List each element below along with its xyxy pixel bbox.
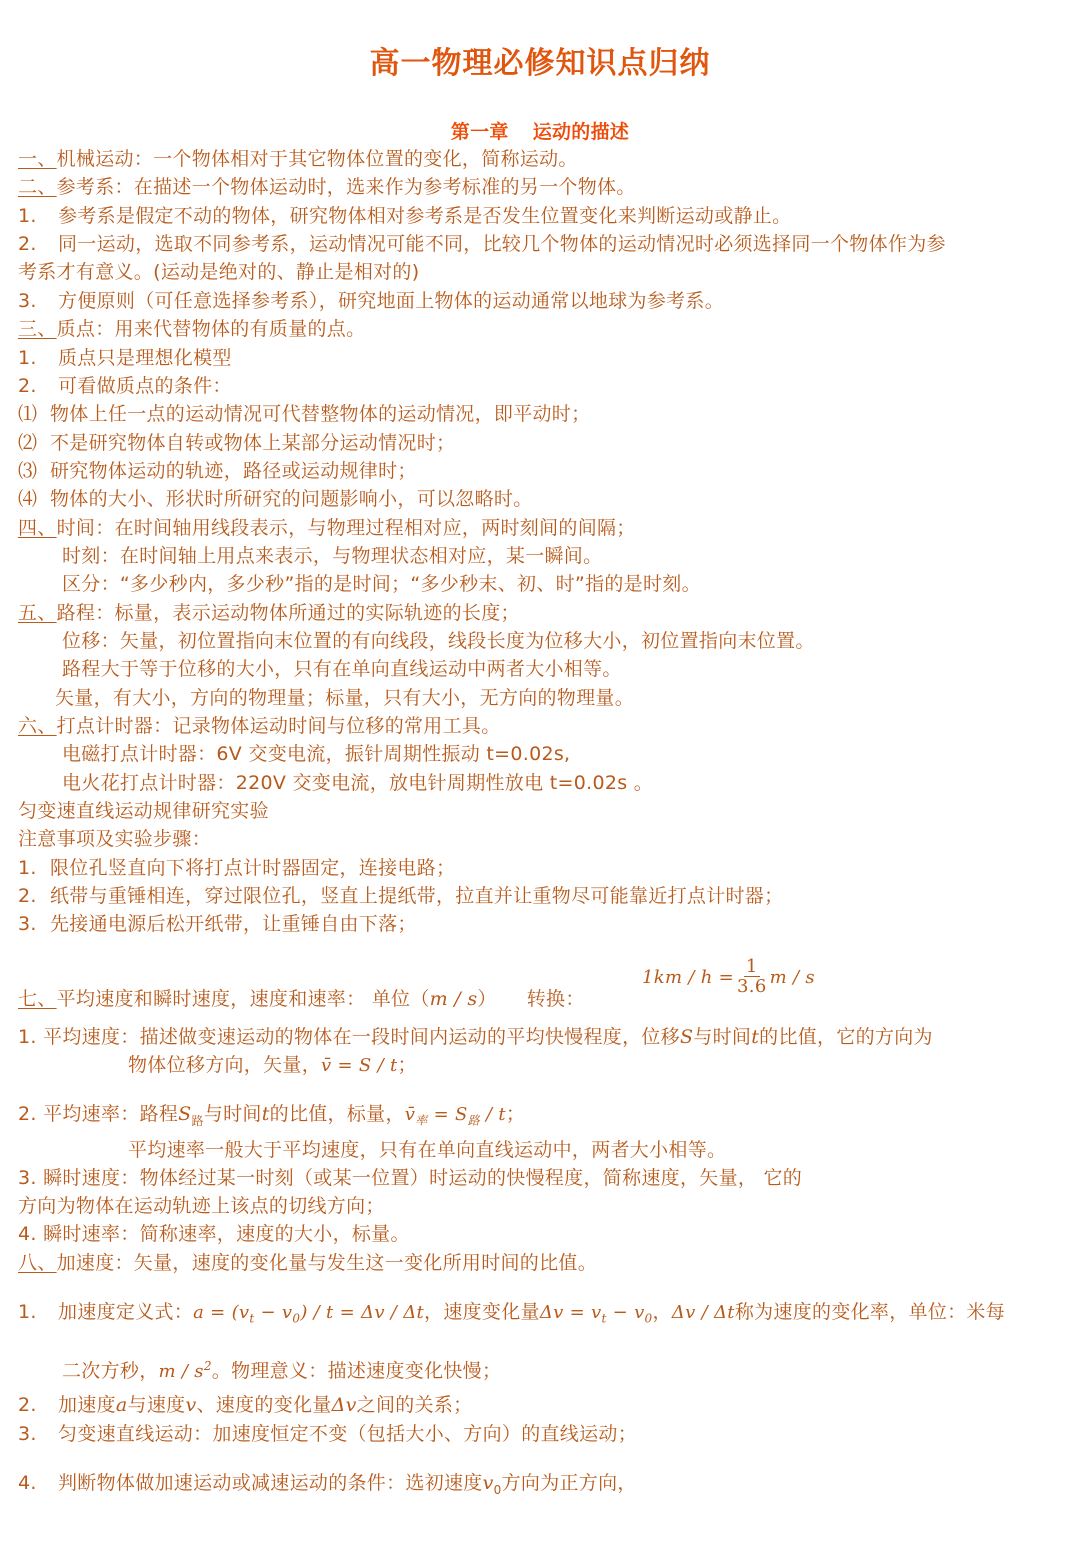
point-text: 研究物体运动的轨迹，路径或运动规律时； xyxy=(50,460,417,482)
experiment-step-3 xyxy=(18,911,1068,937)
section-3-item-2 xyxy=(18,373,1068,399)
formula-part: m / s xyxy=(158,1361,204,1382)
item-text: 判断物体做加速运动或减速运动的条件：选初速度 xyxy=(58,1472,483,1494)
item-text: 。物理意义：描述速度变化快慢； xyxy=(211,1360,502,1382)
item-text: 称为速度的变化率，单位：米每 xyxy=(734,1301,1006,1323)
formula-part: ) / t = Δv / Δt xyxy=(300,1302,425,1323)
section-7-item-4: 4. 瞬时速率：简称速率，速度的大小，标量。 xyxy=(18,1223,410,1245)
item-text: 、速度的变化量 xyxy=(196,1394,332,1416)
section-8-text: 加速度：矢量，速度的变化量与发生这一变化所用时间的比值。 xyxy=(56,1252,598,1274)
average-velocity-formula: v̄ = S / t xyxy=(321,1055,398,1076)
symbol-S: S xyxy=(178,1103,192,1125)
experiment-step-1 xyxy=(18,855,1068,881)
conversion-left: 1km / h = xyxy=(642,967,735,988)
experiment-subtitle: 注意事项及实验步骤： xyxy=(18,828,212,850)
point-number: ⑷ xyxy=(18,488,38,510)
item-text: ； xyxy=(397,1054,417,1076)
step-number: 1. xyxy=(18,857,37,879)
formula-subscript: 路 xyxy=(467,1113,480,1128)
section-2-text: 参考系：在描述一个物体运动时，选来作为参考标准的另一个物体。 xyxy=(56,176,636,198)
section-5-number: 五、 xyxy=(18,602,57,624)
conversion-right: m / s xyxy=(769,967,815,988)
section-5 xyxy=(18,600,1068,626)
formula-part: = S xyxy=(427,1104,468,1125)
formula-part: − v xyxy=(254,1302,293,1323)
section-3-number: 三、 xyxy=(18,318,57,340)
symbol-a: a xyxy=(115,1394,128,1416)
section-1-text: 机械运动：一个物体相对于其它物体位置的变化，简称运动。 xyxy=(56,148,578,170)
formula-subscript: t xyxy=(601,1311,607,1326)
section-8-item-1-continued xyxy=(62,1353,1062,1382)
symbol-v0: v xyxy=(482,1472,494,1494)
step-number: 3. xyxy=(18,913,37,935)
item-number: 3. xyxy=(18,290,37,312)
section-1 xyxy=(18,146,1068,172)
item-text: 的比值，它的方向为 xyxy=(759,1026,933,1048)
subscript-path: 路 xyxy=(191,1113,204,1128)
section-5-text: 路程：标量，表示运动物体所通过的实际轨迹的长度； xyxy=(56,602,520,624)
chapter-number: 第一章 xyxy=(450,121,509,143)
item-text: ， xyxy=(652,1301,672,1323)
formula-part: a = (v xyxy=(193,1302,250,1323)
chapter-heading xyxy=(0,117,1080,144)
section-7-item-2 xyxy=(18,1101,1068,1127)
item-number: 4. xyxy=(18,1472,37,1494)
section-7-number: 七、 xyxy=(18,988,57,1010)
section-5-comparison: 路程大于等于位移的大小，只有在单向直线运动中两者大小相等。 xyxy=(62,658,622,680)
section-1-number: 一、 xyxy=(18,148,57,170)
acceleration-definition-formula xyxy=(193,1302,425,1326)
change-rate-formula: Δv / Δt xyxy=(671,1302,735,1323)
fraction-numerator: 1 xyxy=(745,956,758,977)
point-text: 物体上任一点的运动情况可代替整物体的运动情况，即平动时； xyxy=(50,403,591,425)
item-text: 加速度定义式： xyxy=(58,1301,194,1323)
section-6-number: 六、 xyxy=(18,715,57,737)
section-8-number: 八、 xyxy=(18,1252,57,1274)
section-4-number: 四、 xyxy=(18,517,57,539)
point-number: ⑴ xyxy=(18,403,38,425)
step-text: 先接通电源后松开纸带，让重锤自由下落； xyxy=(50,913,417,935)
section-7-item-1 xyxy=(18,1024,1068,1050)
item-text: 可看做质点的条件： xyxy=(58,375,232,397)
item-text: 方便原则（可任意选择参考系），研究地面上物体的运动通常以地球为参考系。 xyxy=(58,290,725,312)
formula-subscript: 率 xyxy=(415,1113,428,1128)
item-text: 方向为正方向， xyxy=(501,1472,637,1494)
section-8-item-3 xyxy=(18,1421,1068,1447)
formula-subscript: 0 xyxy=(292,1311,301,1326)
step-text: 纸带与重锤相连，穿过限位孔，竖直上提纸带，拉直并让重物尽可能靠近打点计时器； xyxy=(50,885,784,907)
section-7 xyxy=(18,986,1068,1012)
point-number: ⑶ xyxy=(18,460,38,482)
symbol-delta-v: Δv xyxy=(331,1394,357,1416)
item-text: 2. 平均速率：路程 xyxy=(18,1103,179,1125)
symbol-t: t xyxy=(751,1026,760,1048)
section-4-moment: 时刻：在时间轴上用点来表示，与物理状态相对应，某一瞬间。 xyxy=(62,545,603,567)
section-3-point-4 xyxy=(18,486,1068,512)
section-7-item-2-note: 平均速率一般大于平均速度，只有在单向直线运动中，两者大小相等。 xyxy=(128,1139,727,1161)
section-6-spark-timer: 电火花打点计时器：220V 交变电流，放电针周期性放电 t=0.02s 。 xyxy=(62,772,654,794)
formula-part: Δv = v xyxy=(539,1302,602,1323)
document-title: 高一物理必修知识点归纳 xyxy=(369,46,711,81)
experiment-step-2 xyxy=(18,883,1068,909)
item-text: 二次方秒， xyxy=(62,1360,159,1382)
symbol-S: S xyxy=(679,1026,694,1048)
unit-close-paren: ） xyxy=(477,988,497,1010)
section-3-point-2 xyxy=(18,430,1068,456)
item-text: 的比值，标量， xyxy=(269,1103,405,1125)
section-4-distinction: 区分：“多少秒内，多少秒”指的是时间；“多少秒末、初、时”指的是时刻。 xyxy=(62,573,701,595)
conversion-label: 转换： xyxy=(526,988,585,1010)
section-5-displacement: 位移：矢量，初位置指向末位置的有向线段，线段长度为位移大小，初位置指向末位置。 xyxy=(62,630,815,652)
section-7-item-3: 3. 瞬时速度：物体经过某一时刻（或某一位置）时运动的快慢程度，简称速度，矢量， 它的 xyxy=(18,1167,803,1189)
speed-unit: m / s xyxy=(429,988,478,1010)
formula-subscript: t xyxy=(249,1311,255,1326)
item-number: 2. xyxy=(18,1394,37,1416)
section-2-item-2 xyxy=(18,231,1068,257)
item-number: 1. xyxy=(18,205,37,227)
chapter-name: 运动的描述 xyxy=(532,121,630,143)
section-7-item-3-continued: 方向为物体在运动轨迹上该点的切线方向； xyxy=(18,1195,385,1217)
experiment-title: 匀变速直线运动规律研究实验 xyxy=(18,800,269,822)
item-number: 1. xyxy=(18,347,37,369)
formula-subscript: 0 xyxy=(493,1482,502,1497)
section-8-item-4 xyxy=(18,1470,1068,1496)
section-6 xyxy=(18,713,1068,739)
item-number: 1. xyxy=(18,1301,37,1323)
section-5-vector-scalar: 矢量，有大小，方向的物理量；标量，只有大小，无方向的物理量。 xyxy=(55,687,635,709)
section-4 xyxy=(18,515,1068,541)
item-text: 加速度 xyxy=(58,1394,116,1416)
formula-part: v̄ xyxy=(404,1104,416,1125)
item-text: 匀变速直线运动：加速度恒定不变（包括大小、方向）的直线运动； xyxy=(58,1423,638,1445)
point-text: 不是研究物体自转或物体上某部分运动情况时； xyxy=(50,432,456,454)
section-7-text: 平均速度和瞬时速度，速度和速率： 单位（ xyxy=(56,988,430,1010)
fraction-denominator: 3.6 xyxy=(737,976,767,997)
velocity-change-formula xyxy=(539,1302,653,1326)
point-text: 物体的大小、形状时所研究的问题影响小，可以忽略时。 xyxy=(50,488,533,510)
step-text: 限位孔竖直向下将打点计时器固定，连接电路； xyxy=(50,857,456,879)
item-text: 之间的关系； xyxy=(356,1394,473,1416)
item-text: 1. 平均速度：描述做变速运动的物体在一段时间内运动的平均快慢程度，位移 xyxy=(18,1026,680,1048)
formula-superscript: 2 xyxy=(203,1359,212,1373)
section-2-item-3 xyxy=(18,288,1068,314)
formula-subscript: 0 xyxy=(644,1311,653,1326)
section-3 xyxy=(18,316,1068,342)
section-3-text: 质点：用来代替物体的有质量的点。 xyxy=(56,318,366,340)
section-3-point-1 xyxy=(18,401,1068,427)
point-number: ⑵ xyxy=(18,432,38,454)
formula-part: / t xyxy=(479,1104,506,1125)
symbol-v: v xyxy=(185,1394,197,1416)
section-3-point-3 xyxy=(18,458,1068,484)
average-speed-formula xyxy=(404,1104,506,1128)
section-2 xyxy=(18,174,1068,200)
section-2-item-1 xyxy=(18,203,1068,229)
section-2-number: 二、 xyxy=(18,176,57,198)
item-text: ，速度变化量 xyxy=(424,1301,540,1323)
item-text: 与时间 xyxy=(693,1026,752,1048)
item-text: 物体位移方向，矢量， xyxy=(128,1054,322,1076)
section-6-electromagnetic-timer: 电磁打点计时器：6V 交变电流，振针周期性振动 t=0.02s, xyxy=(62,743,571,765)
section-2-item-2-continued: 考系才有意义。(运动是绝对的、静止是相对的) xyxy=(18,261,420,283)
symbol-t: t xyxy=(261,1103,270,1125)
item-number: 3. xyxy=(18,1423,37,1445)
item-text: ； xyxy=(505,1103,526,1125)
item-text: 与时间 xyxy=(203,1103,262,1125)
step-number: 2. xyxy=(18,885,37,907)
acceleration-unit xyxy=(159,1361,212,1382)
section-3-item-1 xyxy=(18,345,1068,371)
item-text: 与速度 xyxy=(127,1394,186,1416)
item-text: 参考系是假定不动的物体，研究物体相对参考系是否发生位置变化来判断运动或静止。 xyxy=(58,205,792,227)
section-8-item-1 xyxy=(18,1299,1068,1325)
section-4-text: 时间：在时间轴用线段表示，与物理过程相对应，两时刻间的间隔； xyxy=(56,517,636,539)
section-8 xyxy=(18,1250,1068,1276)
item-text: 质点只是理想化模型 xyxy=(58,347,232,369)
section-8-item-2 xyxy=(18,1392,1068,1418)
item-text: 同一运动，选取不同参考系，运动情况可能不同，比较几个物体的运动情况时必须选择同一个物体作为参 xyxy=(58,233,946,255)
section-7-item-1-continued xyxy=(128,1052,1068,1078)
section-6-text: 打点计时器：记录物体运动时间与位移的常用工具。 xyxy=(56,715,501,737)
formula-part: − v xyxy=(606,1302,645,1323)
item-number: 2. xyxy=(18,233,37,255)
item-number: 2. xyxy=(18,375,37,397)
